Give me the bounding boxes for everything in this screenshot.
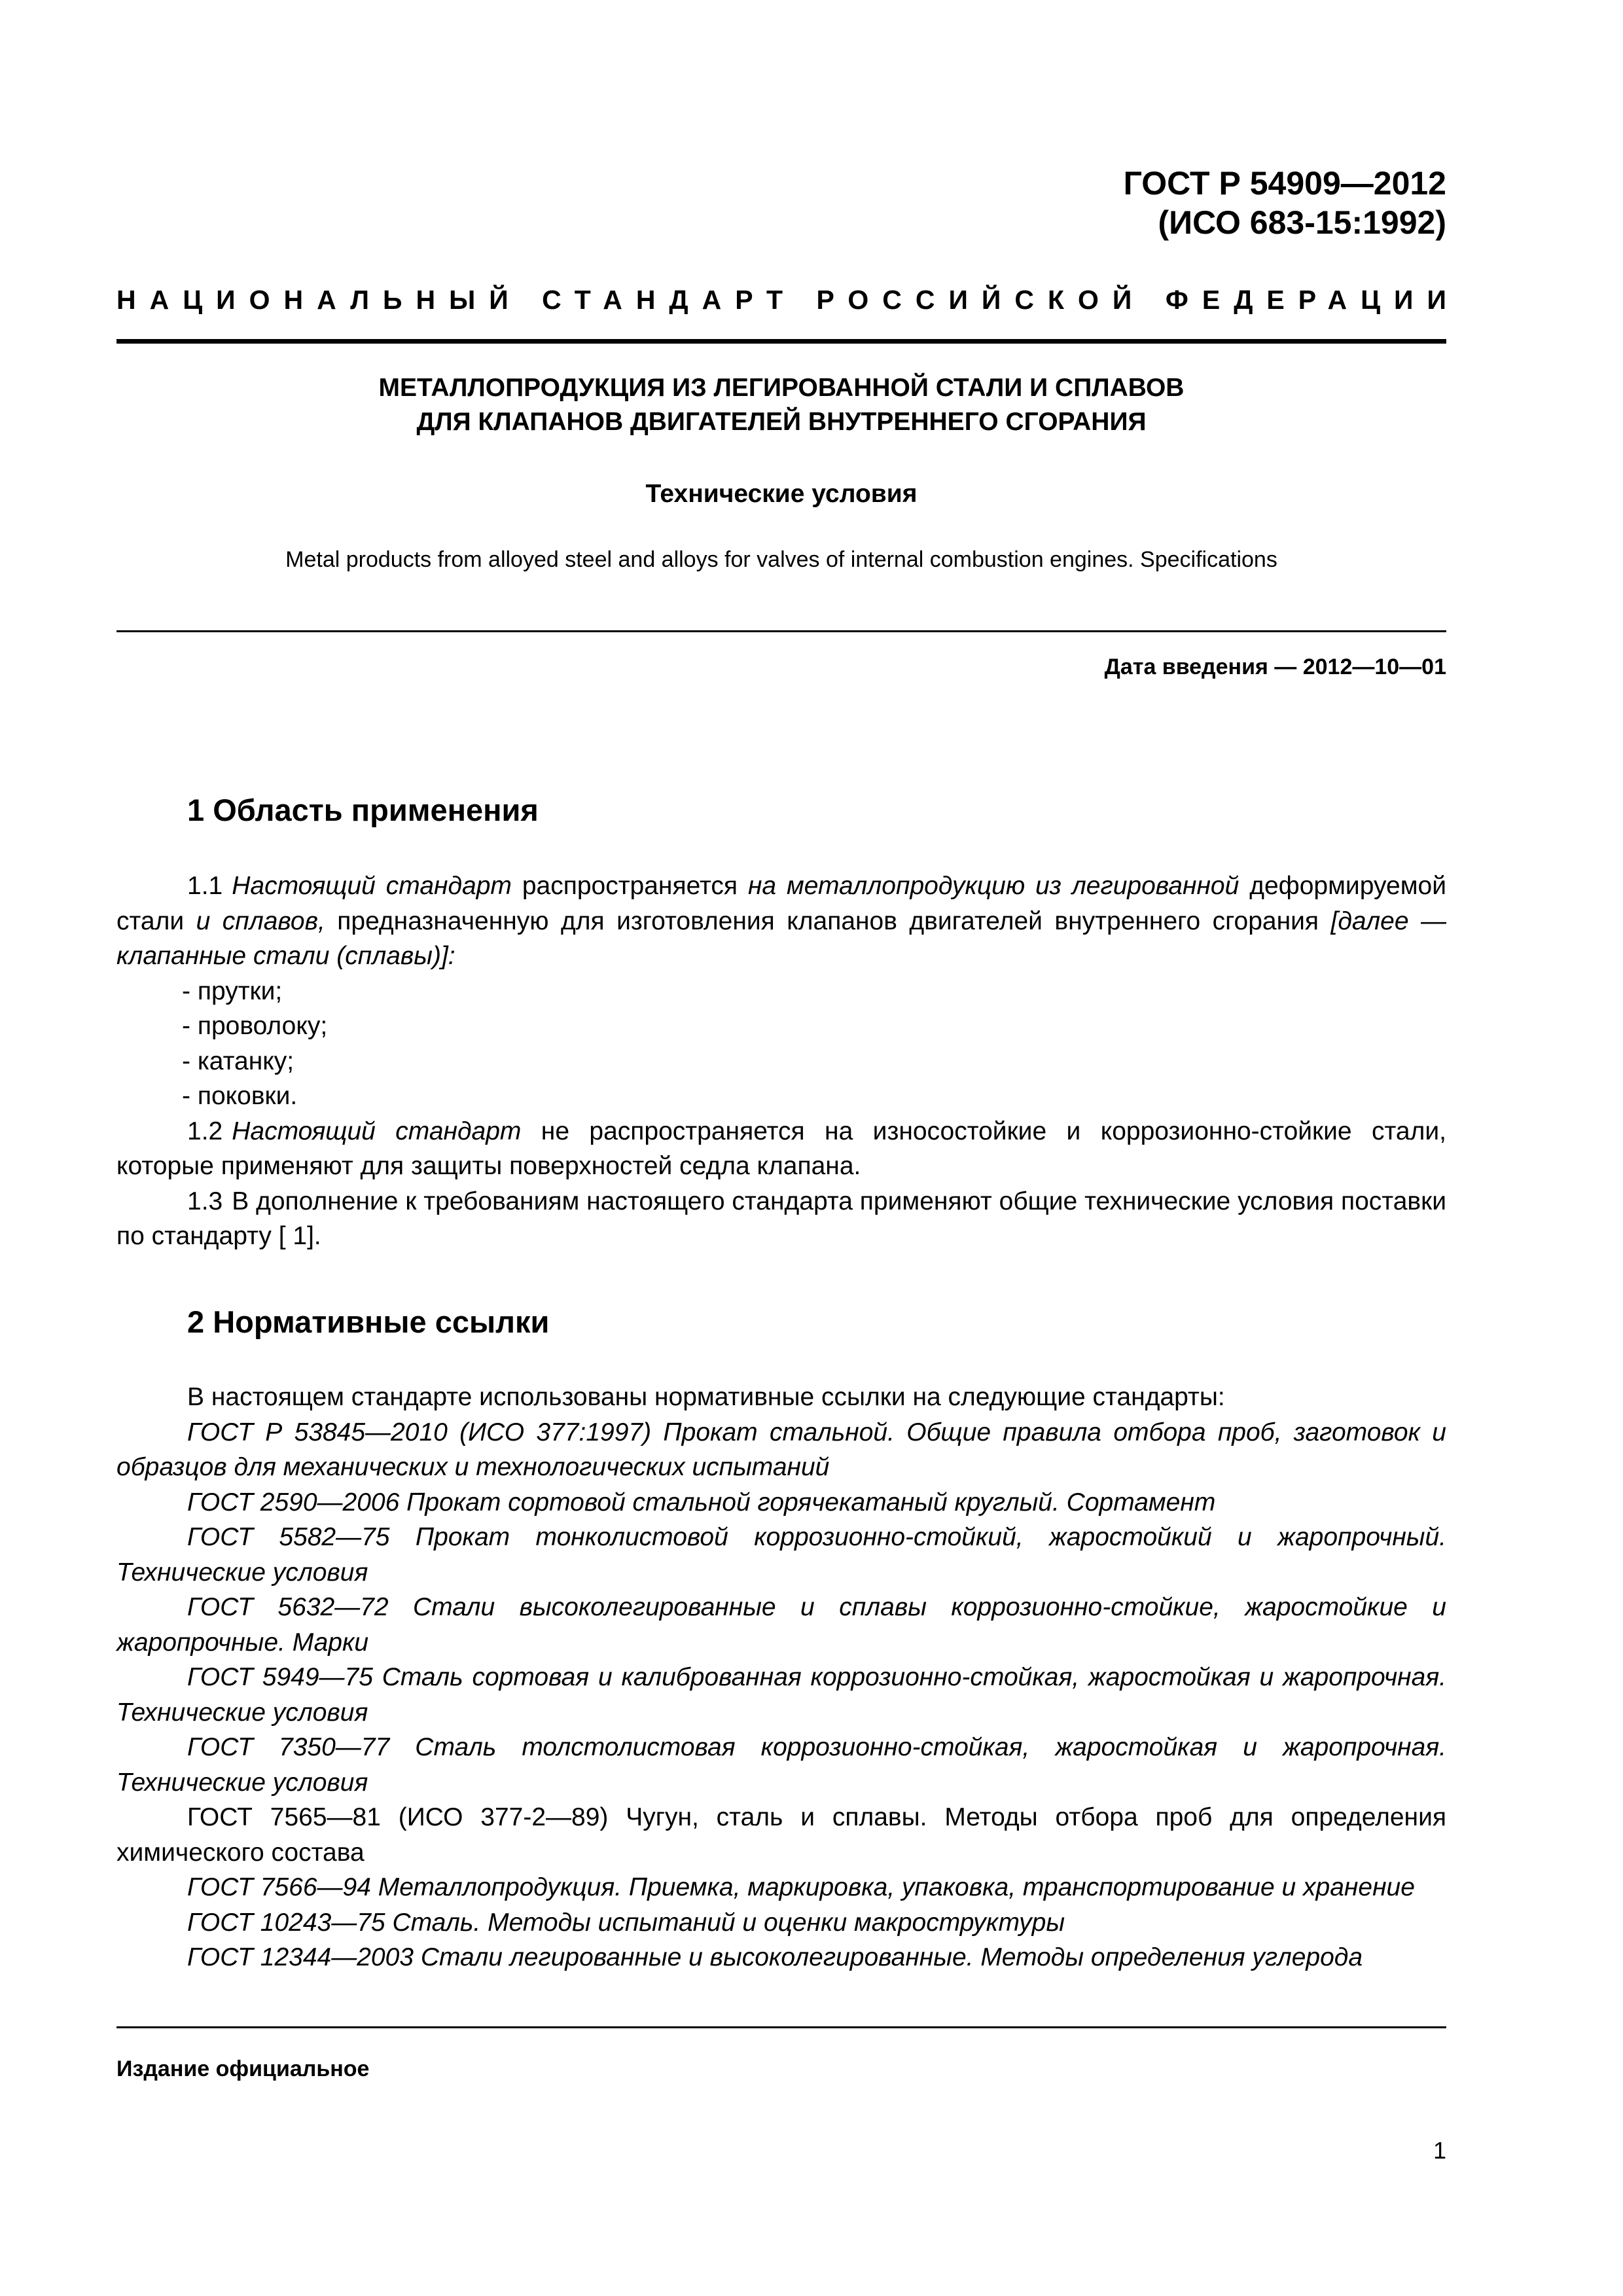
reference-item: ГОСТ 7350—77 Сталь толстолистовая коррозионно-стойкая, жаростойкая и жаропрочная. Технические условия — [116, 1733, 1446, 1797]
banner-word-4: ФЕДЕРАЦИИ — [1165, 285, 1460, 315]
paragraph-1-1: 1.1 Настоящий стандарт распространяется на металлопродукцию из легированной деформируемой стали и сплавов, предназначенную для изготовления клапанов двигателей внутреннего сгорания [далее — клапанные стали (сплавы)]: — [116, 872, 1447, 970]
reference-item: ГОСТ 7565—81 (ИСО 377-2—89) Чугун, сталь и сплавы. Методы отбора проб для определения химического состава — [116, 1803, 1446, 1867]
section-2-heading: 2 Нормативные ссылки — [187, 1304, 550, 1339]
title-rule — [116, 630, 1446, 632]
banner-word-1: НАЦИОНАЛЬНЫЙ — [116, 285, 522, 315]
english-title: Metal products from alloyed steel and alloys for valves of internal combustion engines. Specifications — [285, 547, 1277, 572]
edition-label: Издание официальное — [116, 2056, 370, 2081]
title-line-1: МЕТАЛЛОПРОДУКЦИЯ ИЗ ЛЕГИРОВАННОЙ СТАЛИ И СПЛАВОВ — [378, 374, 1185, 402]
reference-item: ГОСТ 5582—75 Прокат тонколистовой коррозионно-стойкий, жаростойкий и жаропрочный. Технические условия — [116, 1523, 1446, 1587]
document-subtitle: Технические условия — [645, 480, 918, 508]
document-title — [116, 371, 1446, 439]
list-item: - катанку; — [182, 1047, 294, 1075]
reference-item: ГОСТ 5949—75 Сталь сортовая и калиброванная коррозионно-стойкая, жаростойкая и жаропрочная. Технические условия — [116, 1663, 1446, 1727]
reference-item: ГОСТ Р 53845—2010 (ИСО 377:1997) Прокат стальной. Общие правила отбора проб, заготовок и образцов для механических и технологических испытаний — [116, 1418, 1446, 1481]
reference-item: ГОСТ 7566—94 Металлопродукция. Приемка, маркировка, упаковка, транспортирование и хранение — [187, 1873, 1415, 1901]
document-number-block — [1124, 164, 1446, 242]
national-standard-banner — [116, 285, 1460, 315]
footer-rule — [116, 2026, 1446, 2028]
paragraph-1-2: 1.2 Настоящий стандарт не распространяется на износостойкие и коррозионно-стойкие стали, которые применяют для защиты поверхностей седла клапана. — [116, 1117, 1446, 1180]
references-intro: В настоящем стандарте использованы нормативные ссылки на следующие стандарты: — [187, 1383, 1225, 1411]
header-rule — [116, 339, 1446, 344]
title-line-2: ДЛЯ КЛАПАНОВ ДВИГАТЕЛЕЙ ВНУТРЕННЕГО СГОРАНИЯ — [416, 408, 1147, 436]
list-item: - поковки. — [182, 1082, 298, 1110]
list-item: - прутки; — [182, 977, 283, 1005]
list-item: - проволоку; — [182, 1012, 328, 1040]
section-1-body — [116, 869, 1446, 1254]
banner-word-3: РОССИЙСКОЙ — [816, 285, 1146, 315]
banner-word-2: СТАНДАРТ — [542, 285, 797, 315]
reference-item: ГОСТ 12344—2003 Стали легированные и высоколегированные. Методы определения углерода — [187, 1943, 1363, 1971]
reference-item: ГОСТ 10243—75 Сталь. Методы испытаний и оценки макроструктуры — [187, 1908, 1065, 1937]
reference-item: ГОСТ 5632—72 Стали высоколегированные и сплавы коррозионно-стойкие, жаростойкие и жаропрочные. Марки — [116, 1593, 1446, 1657]
section-2-body — [116, 1380, 1446, 1975]
paragraph-1-3: 1.3 В дополнение к требованиям настоящего стандарта применяют общие технические условия поставки по стандарту [ 1]. — [116, 1187, 1446, 1250]
doc-number: ГОСТ Р 54909—2012 — [1123, 165, 1446, 202]
section-1-heading: 1 Область применения — [187, 793, 539, 827]
iso-number: (ИСО 683-15:1992) — [1158, 204, 1446, 241]
page-number: 1 — [1433, 2137, 1446, 2164]
reference-item: ГОСТ 2590—2006 Прокат сортовой стальной горячекатаный круглый. Сортамент — [187, 1488, 1216, 1516]
introduction-date: Дата введения — 2012—10—01 — [1104, 655, 1446, 679]
